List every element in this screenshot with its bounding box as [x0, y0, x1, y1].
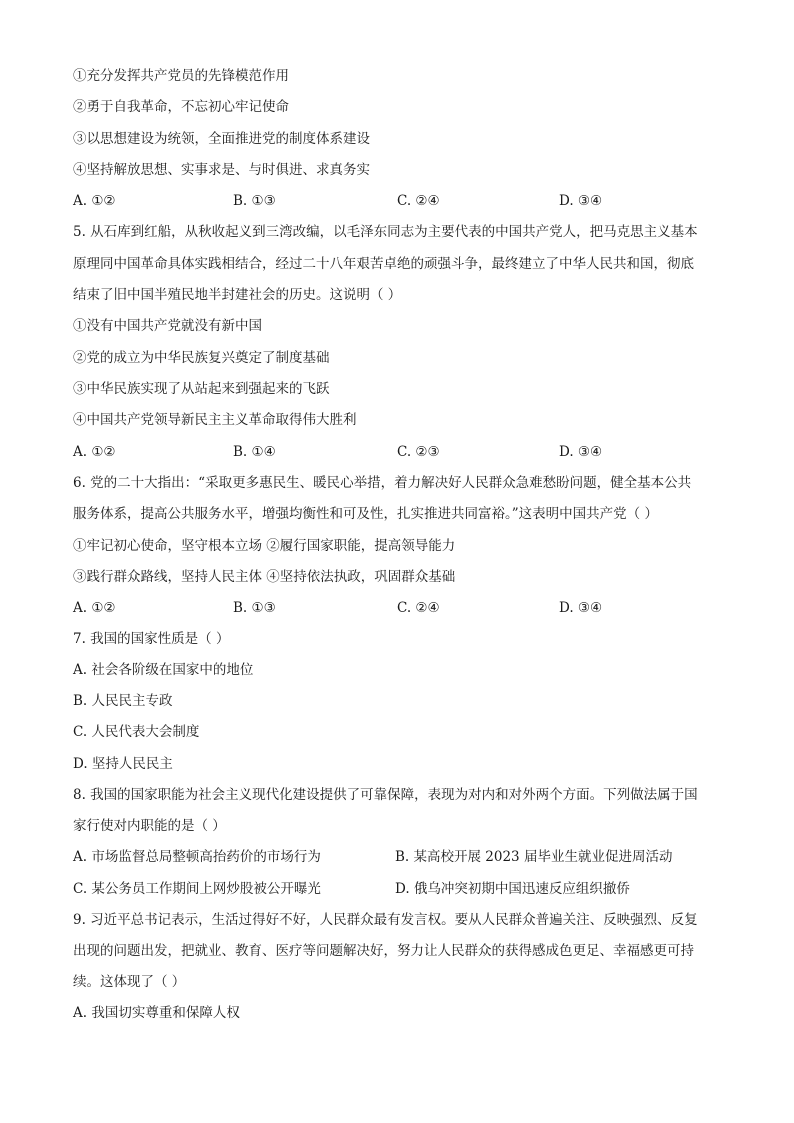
q8-choice-a[interactable]: A. 市场监督总局整顿高抬药价的市场行为 — [73, 849, 321, 865]
q7-choice-c[interactable]: C. 人民代表大会制度 — [73, 724, 200, 740]
q6-option-a[interactable]: A. ①② — [73, 600, 116, 616]
q6-stem-line-2: 服务体系，提高公共服务水平，增强均衡性和可及性，扎实推进共同富裕。”这表明中国共产党（ ） — [73, 506, 658, 522]
q8-choices-row-1 — [73, 848, 733, 866]
q6-option-d[interactable]: D. ③④ — [559, 600, 603, 616]
q5-option-a[interactable]: A. ①② — [73, 444, 116, 460]
q6-option-b[interactable]: B. ①③ — [233, 600, 276, 616]
q4-statement-4: ④坚持解放思想、实事求是、与时俱进、求真务实 — [73, 162, 370, 178]
q5-option-d[interactable]: D. ③④ — [559, 444, 603, 460]
q4-option-b[interactable]: B. ①③ — [233, 193, 276, 209]
q6-stem-line-1: 6. 党的二十大指出：“采取更多惠民生、暖民心举措，着力解决好人民群众急难愁盼问题，健全基本公共 — [73, 475, 692, 491]
q4-option-a[interactable]: A. ①② — [73, 193, 116, 209]
q7-choice-a[interactable]: A. 社会各阶级在国家中的地位 — [73, 662, 254, 678]
q6-option-c[interactable]: C. ②④ — [397, 600, 440, 616]
q6-options — [73, 599, 733, 617]
q5-statement-4: ④中国共产党领导新民主主义革命取得伟大胜利 — [73, 412, 357, 428]
q4-option-c[interactable]: C. ②④ — [397, 193, 440, 209]
q8-choice-b[interactable]: B. 某高校开展 2023 届毕业生就业促进周活动 — [395, 849, 673, 865]
q5-statement-3: ③中华民族实现了从站起来到强起来的飞跃 — [73, 381, 330, 397]
q5-stem-line-1: 5. 从石库到红船，从秋收起义到三湾改编，以毛泽东同志为主要代表的中国共产党人，把马克思主义基本 — [73, 224, 698, 240]
q5-stem-line-2: 原理同中国革命具体实践相结合，经过二十八年艰苦卓绝的顽强斗争，最终建立了中华人民共和国，彻底 — [73, 256, 694, 272]
q8-choice-d[interactable]: D. 俄乌冲突初期中国迅速反应组织撤侨 — [395, 881, 630, 897]
q9-choice-a[interactable]: A. 我国切实尊重和保障人权 — [73, 1005, 240, 1021]
q7-stem: 7. 我国的国家性质是（ ） — [73, 631, 230, 647]
q4-statement-2: ②勇于自我革命，不忘初心牢记使命 — [73, 99, 289, 115]
q7-choice-d[interactable]: D. 坚持人民民主 — [73, 756, 173, 772]
q6-statements-line-1: ①牢记初心使命，坚守根本立场 ②履行国家职能，提高领导能力 — [73, 538, 456, 554]
q5-statement-1: ①没有中国共产党就没有新中国 — [73, 318, 262, 334]
q4-statement-1: ①充分发挥共产党员的先锋模范作用 — [73, 68, 289, 84]
q9-stem-line-1: 9. 习近平总书记表示，生活过得好不好，人民群众最有发言权。要从人民群众普遍关注、反映强烈、反复 — [73, 912, 698, 928]
q9-stem-line-2: 出现的问题出发，把就业、教育、医疗等问题解决好，努力让人民群众的获得感成色更足、幸福感更可持 — [73, 943, 694, 959]
q8-stem-line-1: 8. 我国的国家职能为社会主义现代化建设提供了可靠保障，表现为对内和对外两个方面。下列做法属于国 — [73, 787, 698, 803]
q8-choices-row-2 — [73, 880, 733, 898]
q9-stem-line-3: 续。这体现了（ ） — [73, 974, 186, 990]
q5-options — [73, 443, 733, 461]
q4-options — [73, 192, 733, 210]
q8-choice-c[interactable]: C. 某公务员工作期间上网炒股被公开曝光 — [73, 881, 321, 897]
q5-option-c[interactable]: C. ②③ — [397, 444, 440, 460]
q7-choice-b[interactable]: B. 人民民主专政 — [73, 693, 173, 709]
q5-statement-2: ②党的成立为中华民族复兴奠定了制度基础 — [73, 350, 330, 366]
q5-stem-line-3: 结束了旧中国半殖民地半封建社会的历史。这说明（ ） — [73, 287, 402, 303]
q5-option-b[interactable]: B. ①④ — [233, 444, 276, 460]
q4-option-d[interactable]: D. ③④ — [559, 193, 603, 209]
q8-stem-line-2: 家行使对内职能的是（ ） — [73, 818, 226, 834]
q4-statement-3: ③以思想建设为统领，全面推进党的制度体系建设 — [73, 131, 370, 147]
q6-statements-line-2: ③践行群众路线，坚持人民主体 ④坚持依法执政，巩固群众基础 — [73, 569, 456, 585]
